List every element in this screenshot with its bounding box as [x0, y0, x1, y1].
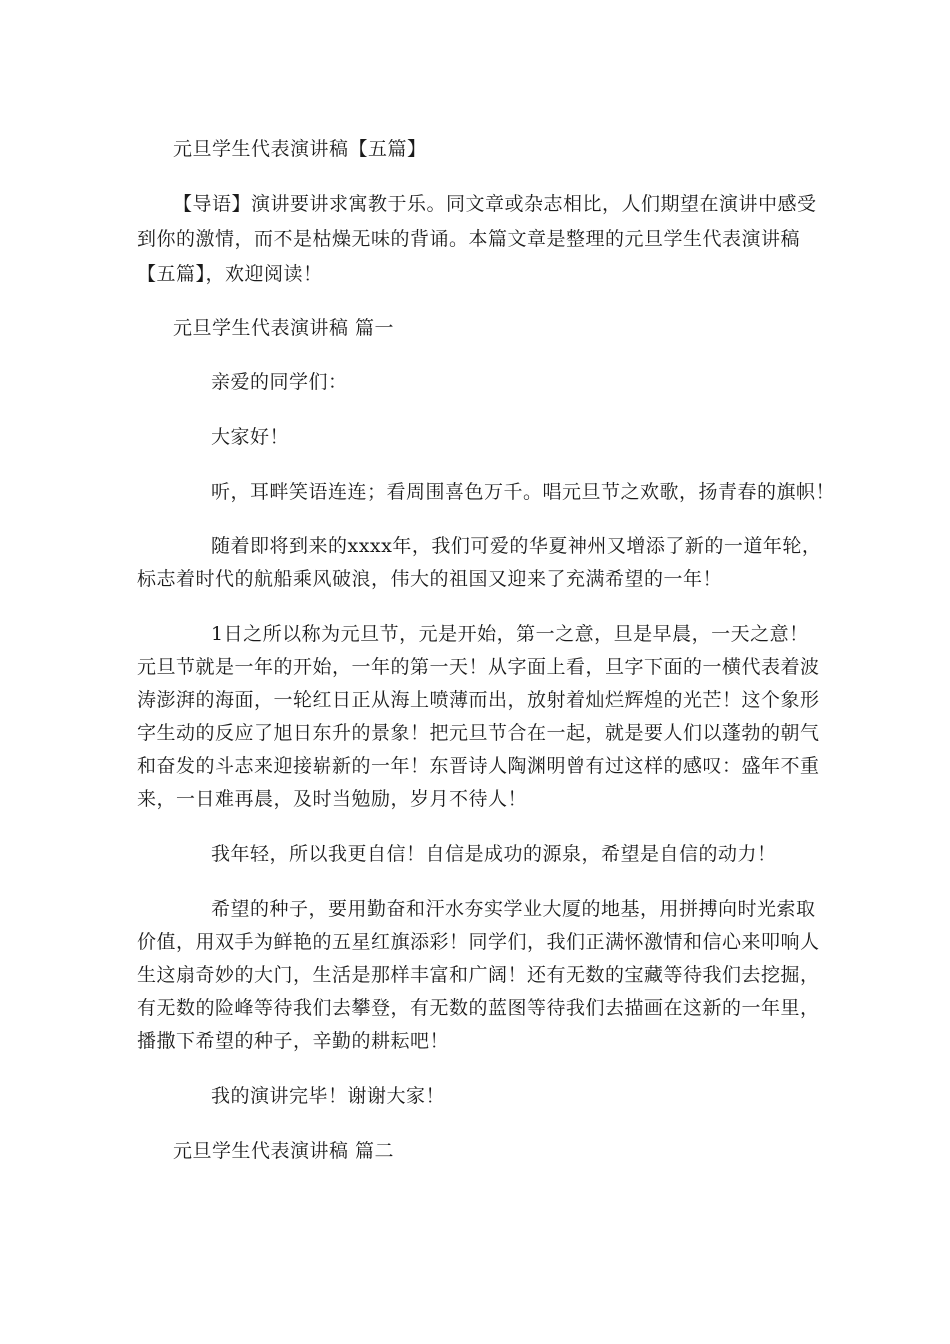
intro-line: 到你的激情，而不是枯燥无味的背诵。本篇文章是整理的元旦学生代表演讲稿 [137, 228, 801, 250]
paragraph-line: 价值，用双手为鲜艳的五星红旗添彩！同学们，我们正满怀激情和信心来叩响人 [137, 931, 820, 953]
paragraph-line: 来，一日难再晨，及时当勉励，岁月不待人！ [137, 788, 528, 810]
paragraph-line: 希望的种子，要用勤奋和汗水夯实学业大厦的地基，用拼搏向时光索取 [211, 898, 816, 920]
hello: 大家好！ [211, 426, 290, 448]
greeting: 亲爱的同学们： [211, 371, 348, 393]
paragraph-line: 元旦节就是一年的开始，一年的第一天！从字面上看，旦字下面的一横代表着波 [137, 656, 820, 678]
paragraph-line: 有无数的险峰等待我们去攀登，有无数的蓝图等待我们去描画在这新的一年里， [137, 997, 820, 1019]
paragraph-line: 和奋发的斗志来迎接崭新的一年！东晋诗人陶渊明曾有过这样的感叹：盛年不重 [137, 755, 820, 777]
paragraph-line: 标志着时代的航船乘风破浪，伟大的祖国又迎来了充满希望的一年！ [137, 568, 723, 590]
paragraph-line: 播撒下希望的种子，辛勤的耕耘吧！ [137, 1030, 450, 1052]
paragraph-line: 字生动的反应了旭日东升的景象！把元旦节合在一起，就是要人们以蓬勃的朝气 [137, 722, 820, 744]
document-title: 元旦学生代表演讲稿【五篇】 [173, 138, 427, 160]
intro-line: 【五篇】，欢迎阅读！ [137, 263, 323, 285]
closing: 我的演讲完毕！谢谢大家！ [211, 1085, 446, 1107]
section-heading: 元旦学生代表演讲稿 篇一 [173, 317, 395, 339]
paragraph-line: 涛澎湃的海面，一轮红日正从海上喷薄而出，放射着灿烂辉煌的光芒！这个象形 [137, 689, 820, 711]
paragraph-line: 随着即将到来的xxxx年，我们可爱的华夏神州又增添了新的一道年轮， [211, 535, 822, 557]
paragraph: 我年轻，所以我更自信！自信是成功的源泉，希望是自信的动力！ [211, 843, 777, 865]
intro-line: 【导语】演讲要讲求寓教于乐。同文章或杂志相比，人们期望在演讲中感受 [173, 193, 817, 215]
paragraph-line: 1日之所以称为元旦节，元是开始，第一之意，旦是早晨，一天之意！ [211, 623, 809, 645]
paragraph-line: 生这扇奇妙的大门，生活是那样丰富和广阔！还有无数的宝藏等待我们去挖掘， [137, 964, 820, 986]
section-heading: 元旦学生代表演讲稿 篇二 [173, 1140, 395, 1162]
paragraph: 听，耳畔笑语连连；看周围喜色万千。唱元旦节之欢歌，扬青春的旗帜！ [211, 481, 836, 503]
